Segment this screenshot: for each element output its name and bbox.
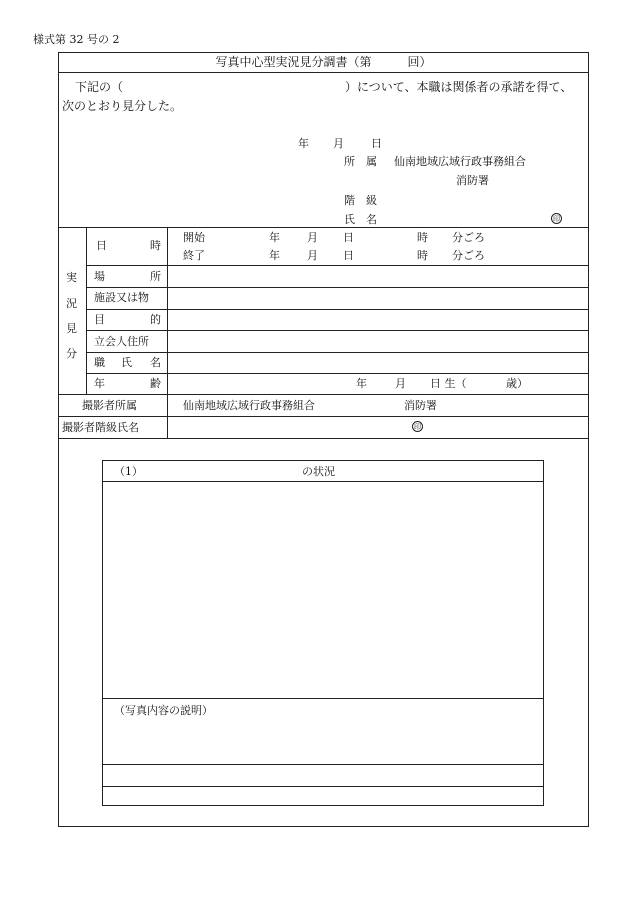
end-year: 年: [269, 249, 280, 262]
purpose-label: 目: [94, 313, 105, 326]
table-line: [86, 330, 589, 331]
table-line: [167, 227, 168, 438]
table-line: [86, 287, 589, 288]
divider: [102, 698, 544, 699]
birth-day: 日 生（: [430, 377, 467, 390]
end-minute: 分ごろ: [452, 249, 485, 262]
end-month: 月: [307, 249, 318, 262]
photo-status: の状況: [302, 465, 335, 478]
end-label: 終了: [183, 249, 205, 262]
seal-mark: 印: [553, 215, 560, 223]
form-title: 写真中心型実況見分調書（第 回）: [215, 55, 432, 69]
end-hour: 時: [417, 249, 428, 262]
side-label-char: 分: [66, 347, 77, 360]
table-line: [58, 416, 589, 417]
photographer-affiliation-value: 仙南地域広域行政事務組合: [183, 399, 315, 412]
facility-label: 施設又は物: [94, 291, 149, 304]
affiliation-label: 所 属: [344, 155, 377, 168]
table-line: [86, 352, 589, 353]
job-name-label: 職: [94, 356, 105, 369]
age-suffix: 歳）: [506, 377, 528, 390]
photographer-station: 消防署: [404, 399, 437, 412]
intro-line2: 次のとおり見分した。: [62, 99, 183, 113]
purpose-label: 的: [150, 313, 161, 326]
start-minute: 分ごろ: [452, 231, 485, 244]
start-hour: 時: [417, 231, 428, 244]
sign-year: 年: [298, 137, 309, 150]
name-label: 氏 名: [344, 213, 377, 226]
place-label: 所: [150, 270, 161, 283]
photo-area[interactable]: [103, 482, 543, 698]
divider: [102, 786, 544, 787]
sign-day: 日: [371, 137, 382, 150]
photo-caption-label: （写真内容の説明）: [114, 704, 213, 717]
birth-month: 月: [395, 377, 406, 390]
divider: [102, 764, 544, 765]
job-name-label: 氏: [121, 356, 132, 369]
end-day: 日: [343, 249, 354, 262]
start-year: 年: [269, 231, 280, 244]
intro-line1-b: ）について、本職は関係者の承諾を得て、: [345, 80, 573, 94]
age-label: 齢: [150, 377, 161, 390]
job-name-label: 名: [150, 356, 161, 369]
divider: [58, 227, 589, 228]
table-line: [86, 309, 589, 310]
sign-month: 月: [333, 137, 344, 150]
side-label-char: 実: [66, 271, 77, 284]
photographer-affiliation-label: 撮影者所属: [82, 399, 137, 412]
table-line: [58, 394, 589, 395]
station-name: 消防署: [456, 174, 489, 187]
intro-line1-a: 下記の（: [75, 80, 124, 94]
rank-label: 階 級: [344, 194, 377, 207]
birth-year: 年: [356, 377, 367, 390]
datetime-label: 日: [96, 239, 107, 252]
table-line: [86, 373, 589, 374]
table-line: [58, 438, 589, 439]
start-day: 日: [343, 231, 354, 244]
photographer-rank-name-label: 撮影者階級氏名: [62, 421, 139, 434]
side-label-char: 見: [66, 322, 77, 335]
witness-address-label: 立会人住所: [94, 335, 149, 348]
start-label: 開始: [183, 231, 205, 244]
side-label-char: 況: [66, 297, 77, 310]
affiliation-value: 仙南地域広域行政事務組合: [394, 155, 526, 168]
age-label: 年: [94, 377, 105, 390]
datetime-label: 時: [150, 239, 161, 252]
photographer-seal-mark: 印: [414, 423, 421, 431]
table-line: [86, 227, 87, 394]
photo-number: （1）: [114, 465, 143, 478]
form-number: 様式第 32 号の 2: [33, 33, 120, 46]
place-label: 場: [94, 270, 105, 283]
divider: [58, 72, 589, 73]
start-month: 月: [307, 231, 318, 244]
table-line: [86, 265, 589, 266]
